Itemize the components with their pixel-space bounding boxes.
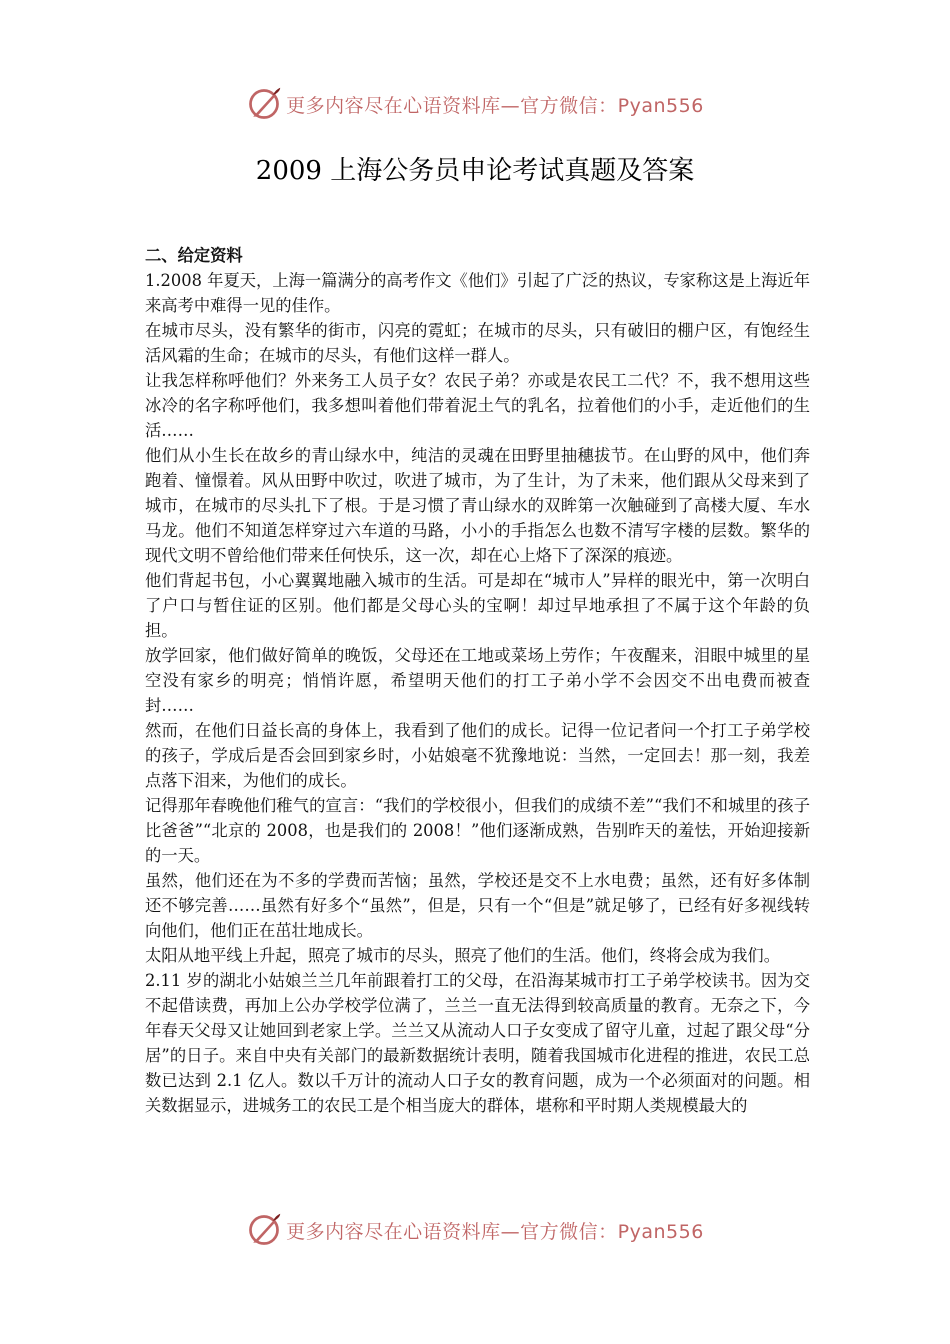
paragraph: 放学回家，他们做好简单的晚饭，父母还在工地或菜场上劳作；午夜醒来，泪眼中城里的星空没有家乡的明亮；悄悄许愿，希望明天他们的打工子弟小学不会因交不出电费而被查封…… [145,646,810,715]
footer-watermark-banner [0,1210,950,1250]
paragraph: 他们背起书包，小心翼翼地融入城市的生活。可是却在“城市人”异样的眼光中，第一次明白了户口与暂住证的区别。他们都是父母心头的宝啊！却过早地承担了不属于这个年龄的负担。 [145,571,810,640]
paragraph: 虽然，他们还在为不多的学费而苦恼；虽然，学校还是交不上水电费；虽然，还有好多体制还不够完善……虽然有好多个“虽然”，但是，只有一个“但是”就足够了，已经有好多视线转向他们，他们正在茁壮地成长。 [145,871,810,940]
paragraph: 在城市尽头，没有繁华的街市，闪亮的霓虹；在城市的尽头，只有破旧的棚户区，有饱经生活风霜的生命；在城市的尽头，有他们这样一群人。 [145,321,810,365]
document-body [145,243,810,1118]
wechat-id: Pyan556 [617,94,704,117]
quill-logo-icon [246,86,282,122]
section-heading: 二、给定资料 [145,246,243,265]
document-title: 2009 上海公务员申论考试真题及答案 [255,156,695,186]
paragraph: 他们从小生长在故乡的青山绿水中，纯洁的灵魂在田野里抽穗拔节。在山野的风中，他们奔跑着、憧憬着。风从田野中吹过，吹进了城市，为了生计，为了未来，他们跟从父母来到了城市，在城市的尽头扎下了根。于是习惯了青山绿水的双眸第一次触碰到了高楼大厦、车水马龙。他们不知道怎样穿过六车道的马路，小小的手指怎么也数不清写字楼的层数。繁华的现代文明不曾给他们带来任何快乐，这一次，却在心上烙下了深深的痕迹。 [145,446,810,565]
paragraph: 1.2008 年夏天，上海一篇满分的高考作文《他们》引起了广泛的热议，专家称这是上海近年来高考中难得一见的佳作。 [145,271,810,315]
paragraph: 太阳从地平线上升起，照亮了城市的尽头，照亮了他们的生活。他们，终将会成为我们。 [145,946,780,965]
quill-logo-icon [246,1212,282,1248]
banner-text: 更多内容尽在心语资料库—官方微信：Pyan556 [286,94,704,117]
paragraph: 让我怎样称呼他们？外来务工人员子女？农民子弟？亦或是农民工二代？不，我不想用这些冰冷的名字称呼他们，我多想叫着他们带着泥土气的乳名，拉着他们的小手，走近他们的生活…… [145,371,810,440]
paragraph: 然而，在他们日益长高的身体上，我看到了他们的成长。记得一位记者问一个打工子弟学校的孩子，学成后是否会回到家乡时，小姑娘毫不犹豫地说：当然，一定回去！那一刻，我差点落下泪来，为他们的成长。 [145,721,810,790]
paragraph: 2.11 岁的湖北小姑娘兰兰几年前跟着打工的父母，在沿海某城市打工子弟学校读书。因为交不起借读费，再加上公办学校学位满了，兰兰一直无法得到较高质量的教育。无奈之下，今年春天父母又让她回到老家上学。兰兰又从流动人口子女变成了留守儿童，过起了跟父母“分居”的日子。来自中央有关部门的最新数据统计表明，随着我国城市化进程的推进，农民工总数已达到 2.1 亿人。数以千万计的流动人口子女的教育问题，成为一个必须面对的问题。相关数据显示，进城务工的农民工是个相当庞大的群体，堪称和平时期人类规模最大的 [145,971,810,1115]
wechat-id: Pyan556 [617,1220,704,1243]
header-watermark-banner [0,84,950,124]
paragraph: 记得那年春晚他们稚气的宣言：“我们的学校很小，但我们的成绩不差”“我们不和城里的孩子比爸爸”“北京的 2008，也是我们的 2008！”他们逐渐成熟，告别昨天的羞怯，开始迎接新的一天。 [145,796,810,865]
banner-text: 更多内容尽在心语资料库—官方微信：Pyan556 [286,1220,704,1243]
